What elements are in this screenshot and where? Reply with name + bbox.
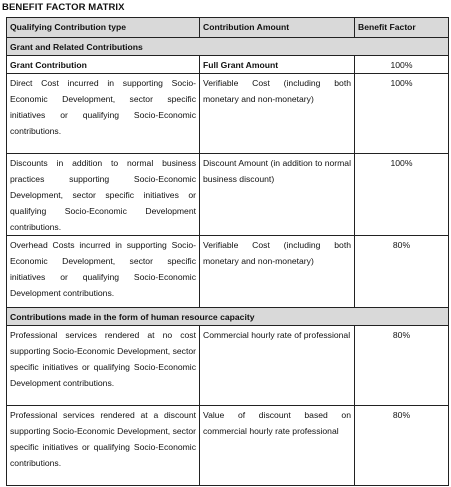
cell-contribution-type: Grant Contribution [7,56,200,74]
cell-benefit-factor: 100% [355,56,449,74]
table-row [7,406,449,486]
cell-contribution-amount: Verifiable Cost (including both monetary and non-monetary) [200,236,355,308]
cell-contribution-amount: Value of discount based on commercial hourly rate professional [200,406,355,486]
cell-benefit-factor: 100% [355,74,449,154]
cell-benefit-factor: 80% [355,326,449,406]
section-row [7,308,449,326]
table-header-row [7,18,449,38]
header-contribution-amount: Contribution Amount [200,18,355,38]
cell-contribution-type: Professional services rendered at a discount supporting Socio-Economic Development, sector specific initiatives or qualifying Socio-Economic contributions. [7,406,200,486]
cell-contribution-type: Discounts in addition to normal business practices supporting Socio-Economic Development, sector specific initiatives or qualifying Socio-Economic Development contributions. [7,154,200,236]
document-title: BENEFIT FACTOR MATRIX [2,2,125,13]
header-benefit-factor: Benefit Factor [355,18,449,38]
cell-contribution-amount: Full Grant Amount [200,56,355,74]
section-title-grant: Grant and Related Contributions [7,38,449,56]
table-row [7,74,449,154]
cell-contribution-type: Professional services rendered at no cost supporting Socio-Economic Development, sector specific initiatives or qualifying Socio-Economic Development contributions. [7,326,200,406]
section-row [7,38,449,56]
header-contribution-type: Qualifying Contribution type [7,18,200,38]
cell-contribution-amount: Discount Amount (in addition to normal business discount) [200,154,355,236]
cell-contribution-amount: Commercial hourly rate of professional [200,326,355,406]
table-row [7,326,449,406]
cell-benefit-factor: 80% [355,236,449,308]
table-row [7,236,449,308]
benefit-factor-table [6,17,449,486]
table-row [7,56,449,74]
cell-contribution-amount: Verifiable Cost (including both monetary and non-monetary) [200,74,355,154]
cell-benefit-factor: 80% [355,406,449,486]
section-title-human-resource: Contributions made in the form of human resource capacity [7,308,449,326]
table-row [7,154,449,236]
cell-contribution-type: Direct Cost incurred in supporting Socio-Economic Development, sector specific initiatives or qualifying Socio-Economic contributions. [7,74,200,154]
cell-benefit-factor: 100% [355,154,449,236]
cell-contribution-type: Overhead Costs incurred in supporting Socio-Economic Development, sector specific initiatives or qualifying Socio-Economic Development contributions. [7,236,200,308]
